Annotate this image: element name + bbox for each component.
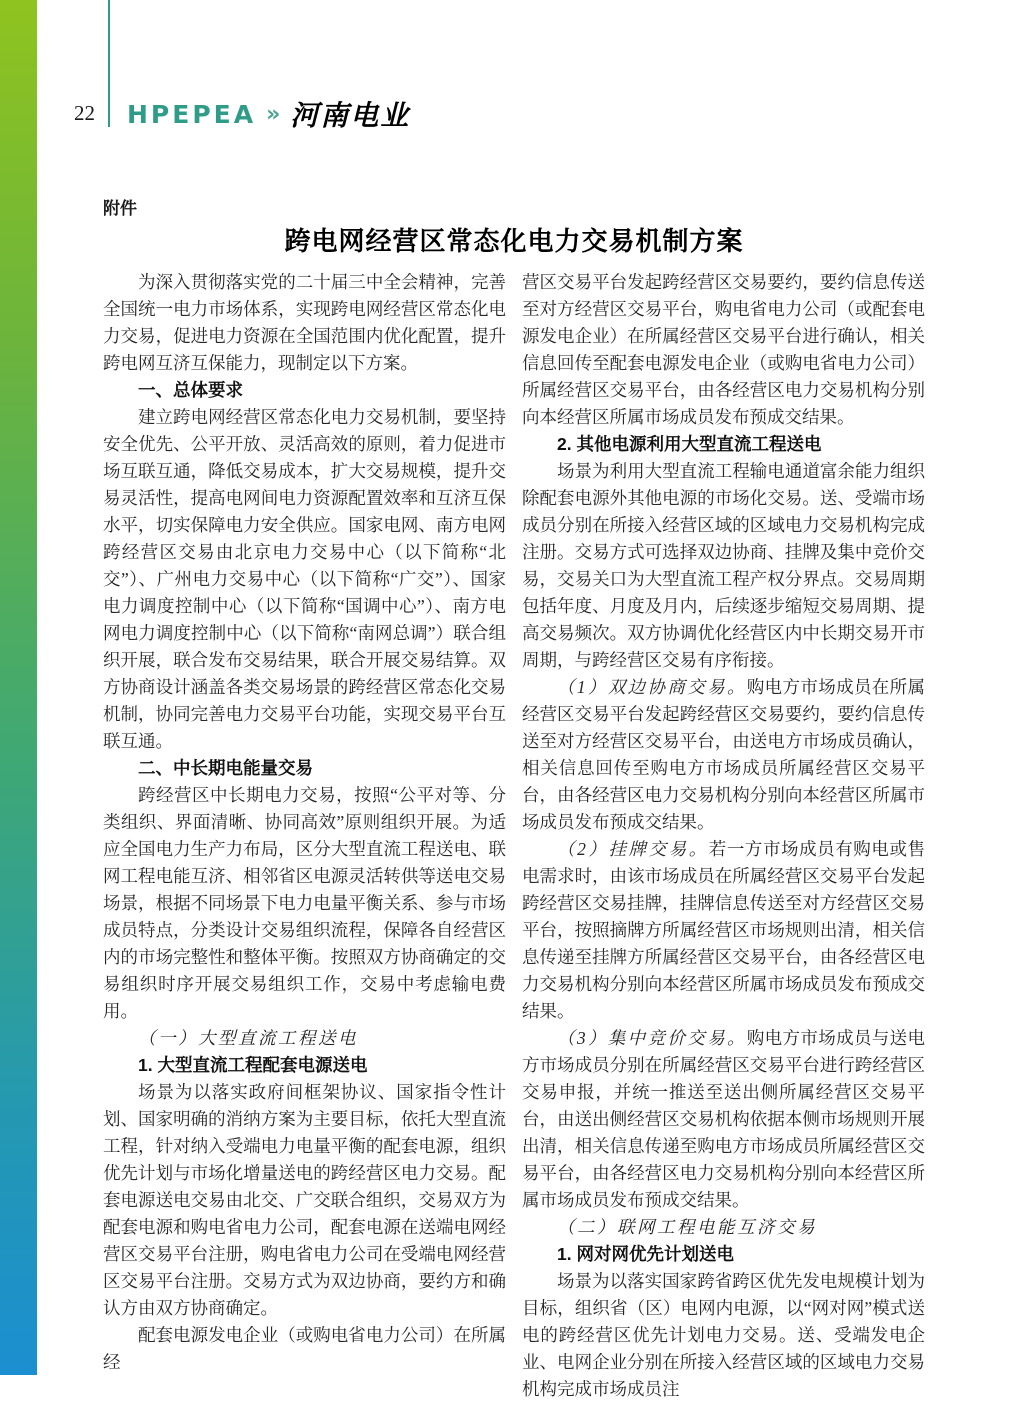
list-item-text: 购电方市场成员与送电方市场成员分别在所属经营区交易平台进行跨经营区交易申报，并统一推送至送出侧所属经营区交易平台，由送出侧经营区交易机构依据本侧市场规则开展出清，相关信息传递至购电方市场成员所属经营区交易平台，由各经营区电力交易机构分别向本经营区所属市场成员发布预成交结果。 bbox=[522, 1028, 926, 1210]
association-logo: HPEPEA bbox=[127, 99, 257, 129]
paragraph: 配套电源发电企业（或购电省电力公司）在所属经 bbox=[103, 1325, 506, 1372]
list-item-text: 若一方市场成员有购电或售电需求时，由该市场成员在所属经营区交易平台发起跨经营区交易挂牌，挂牌信息传送至对方经营区交易平台，按照摘牌方所属经营区市场规则出清，相关信息传递至挂牌方所属经营区交易平台，由各经营区电力交易机构分别向本经营区所属市场成员发布预成交结果。 bbox=[522, 839, 926, 1021]
header-divider-rule bbox=[108, 0, 110, 127]
numbered-heading: 1. 网对网优先计划送电 bbox=[557, 1244, 734, 1264]
paragraph: 场景为利用大型直流工程输电通道富余能力组织除配套电源外其他电源的市场化交易。送、受端市场成员分别在所接入经营区域的区域电力交易机构完成注册。交易方式可选择双边协商、挂牌及集中竞价交易，交易关口为大型直流工程产权分界点。交易周期包括年度、月度及月内，后续逐步缩短交易周期、提高交易频次。双方协调优化经营区内中长期交易开市周期，与跨经营区交易有序衔接。 bbox=[522, 461, 925, 670]
list-paragraph bbox=[522, 836, 925, 1025]
publication-name: 河南电业 bbox=[290, 101, 411, 132]
section-heading: 一、总体要求 bbox=[138, 380, 243, 400]
numbered-heading: 1. 大型直流工程配套电源送电 bbox=[138, 1055, 368, 1075]
list-paragraph bbox=[522, 1025, 925, 1214]
list-item-lead: （3）集中竞价交易。 bbox=[557, 1028, 747, 1048]
subsection-heading: （一）大型直流工程送电 bbox=[138, 1028, 358, 1048]
paragraph: 跨经营区中长期电力交易，按照“公平对等、分类组织、界面清晰、协同高效”原则组织开展。为适应全国电力生产力布局，区分大型直流工程送电、联网工程电能互济、相邻省区电源灵活转供等送电交易场景，根据不同场景下电力电量平衡关系、参与市场成员特点，分类设计交易组织流程，保障各自经营区内的市场完整性和整体平衡。按照双方协商确定的交易组织时序开展交易组织工作，交易中考虑输电费用。 bbox=[103, 785, 506, 1021]
column-left bbox=[103, 269, 506, 1403]
document-title: 跨电网经营区常态化电力交易机制方案 bbox=[284, 227, 744, 256]
page-edge-gradient-strip bbox=[0, 0, 37, 1375]
numbered-heading: 2. 其他电源利用大型直流工程送电 bbox=[557, 434, 822, 454]
attachment-label: 附件 bbox=[103, 199, 137, 218]
paragraph: 场景为以落实国家跨省跨区优先发电规模计划为目标，组织省（区）电网内电源，以“网对网”模式送电的跨经营区优先计划电力交易。送、受端发电企业、电网企业分别在所接入经营区域的区域电力交易机构完成市场成员注 bbox=[522, 1271, 925, 1399]
section-heading: 二、中长期电能量交易 bbox=[138, 758, 313, 778]
paragraph: 为深入贯彻落实党的二十届三中全会精神，完善全国统一电力市场体系，实现跨电网经营区常态化电力交易，促进电力资源在全国范围内优化配置，提升跨电网互济互保能力，现制定以下方案。 bbox=[103, 272, 506, 373]
chevron-separator-icon: » bbox=[266, 101, 281, 127]
list-item-lead: （2）挂牌交易。 bbox=[557, 839, 709, 859]
column-right bbox=[522, 269, 925, 1403]
list-item-text: 购电方市场成员在所属经营区交易平台发起跨经营区交易要约，要约信息传送至对方经营区交易平台，由送电方市场成员确认，相关信息回传至购电方市场成员所属经营区交易平台，由各经营区电力交易机构分别向本经营区所属市场成员发布预成交结果。 bbox=[522, 677, 926, 832]
subsection-heading: （二）联网工程电能互济交易 bbox=[557, 1217, 817, 1237]
article-body bbox=[103, 269, 925, 1403]
list-item-lead: （1）双边协商交易。 bbox=[557, 677, 747, 697]
page-number: 22 bbox=[74, 101, 95, 125]
masthead bbox=[127, 94, 410, 134]
list-paragraph bbox=[522, 674, 925, 836]
paragraph-continuation: 营区交易平台发起跨经营区交易要约，要约信息传送至对方经营区交易平台，购电省电力公司（或配套电源发电企业）在所属经营区交易平台进行确认，相关信息回传至配套电源发电企业（或购电省电力公司）所属经营区交易平台，由各经营区电力交易机构分别向本经营区所属市场成员发布预成交结果。 bbox=[522, 272, 925, 427]
paragraph: 建立跨电网经营区常态化电力交易机制，要坚持安全优先、公平开放、灵活高效的原则，着力促进市场互联互通，降低交易成本，扩大交易规模，提升交易灵活性，提高电网间电力资源配置效率和互济互保水平，切实保障电力安全供应。国家电网、南方电网跨经营区交易由北京电力交易中心（以下简称“北交”）、广州电力交易中心（以下简称“广交”）、国家电力调度控制中心（以下简称“国调中心”）、南方电网电力调度控制中心（以下简称“南网总调”）联合组织开展，联合发布交易结果，联合开展交易结算。双方协商设计涵盖各类交易场景的跨经营区常态化交易机制，协同完善电力交易平台功能，实现交易平台互联互通。 bbox=[103, 407, 506, 751]
paragraph: 场景为以落实政府间框架协议、国家指令性计划、国家明确的消纳方案为主要目标，依托大型直流工程，针对纳入受端电力电量平衡的配套电源，组织优先计划与市场化增量送电的跨经营区电力交易。配套电源送电交易由北交、广交联合组织，交易双方为配套电源和购电省电力公司，配套电源在送端电网经营区交易平台注册，购电省电力公司在受端电网经营区交易平台注册。交易方式为双边协商，要约方和确认方由双方协商确定。 bbox=[103, 1082, 506, 1318]
